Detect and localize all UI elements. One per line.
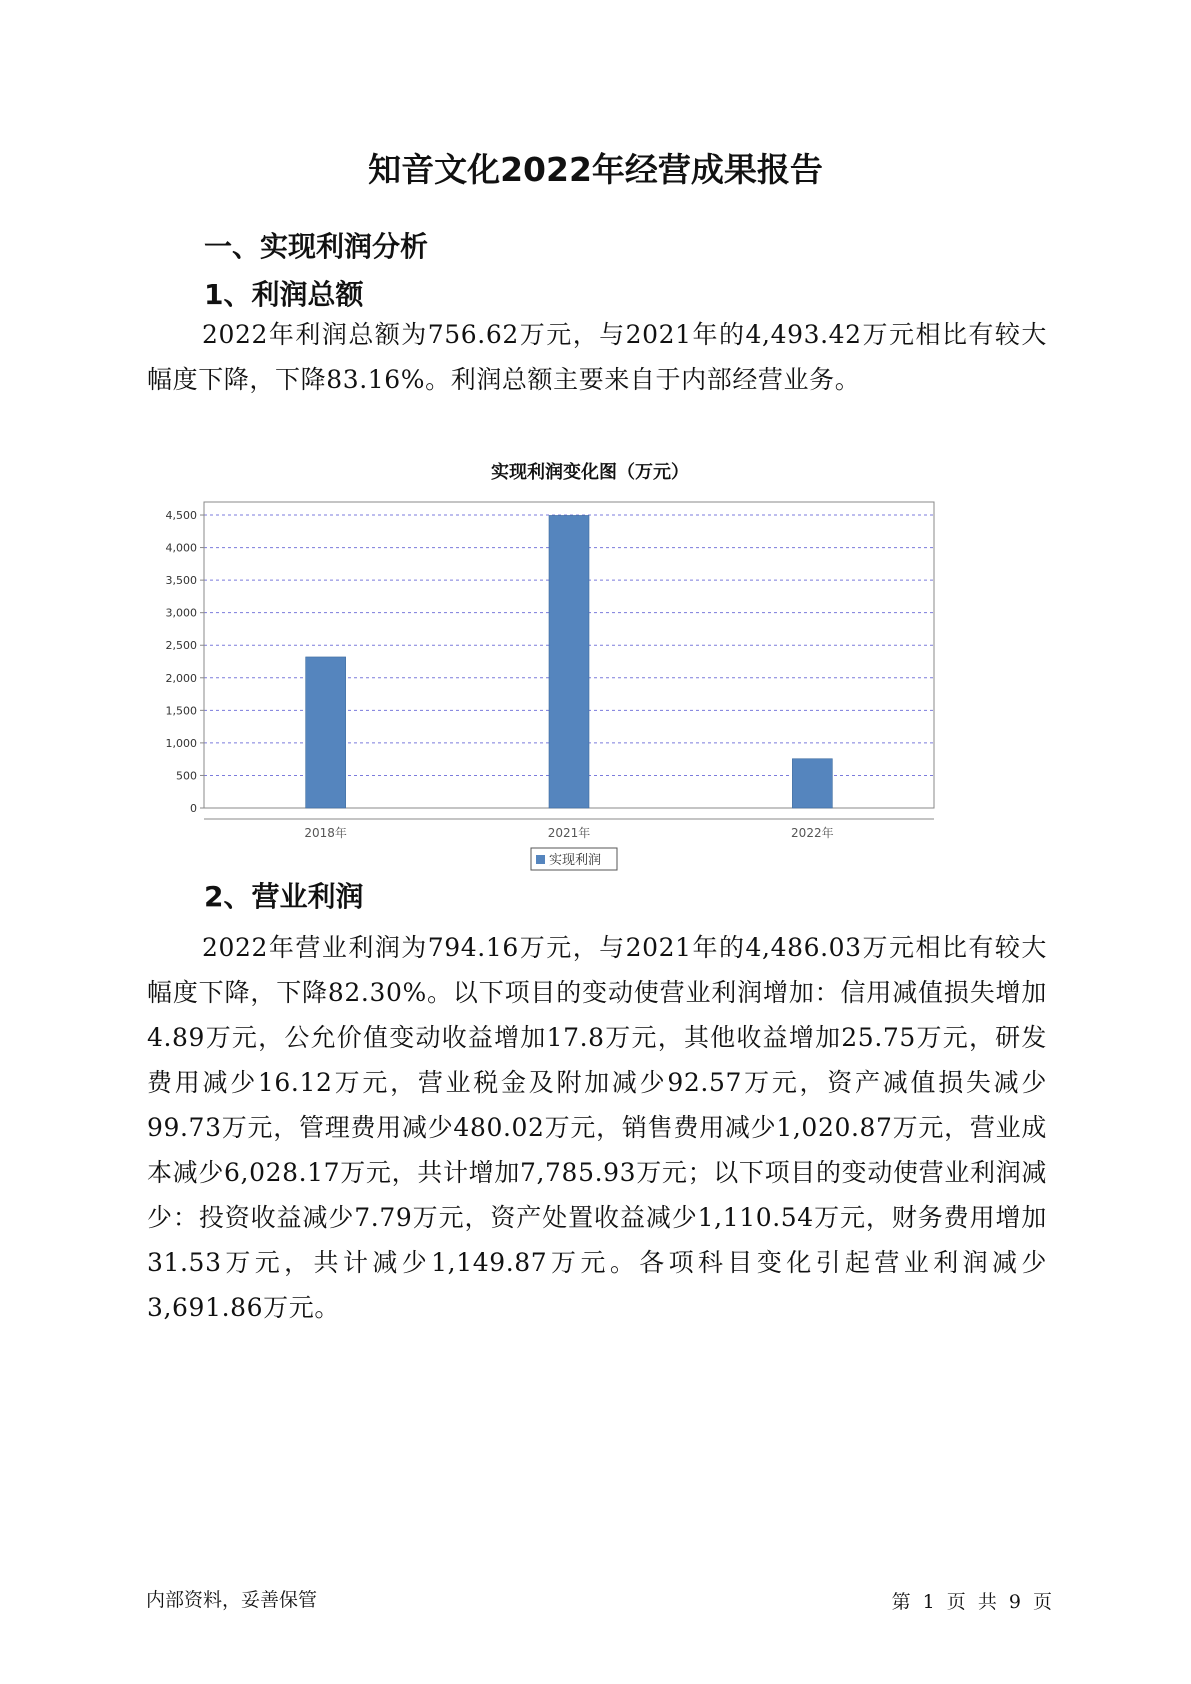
bar-2018年 — [306, 657, 346, 808]
x-tick-label: 2021年 — [547, 826, 591, 840]
paragraph-total-profit: 2022年利润总额为756.62万元，与2021年的4,493.42万元相比有较大幅度下降，下降83.16%。利润总额主要来自于内部经营业务。 — [147, 320, 1047, 394]
legend-label: 实现利润 — [549, 853, 602, 868]
y-tick-label: 0 — [190, 802, 197, 815]
y-tick-label: 2,000 — [165, 671, 197, 685]
bar-2022年 — [792, 759, 832, 808]
y-tick-label: 2,500 — [165, 639, 197, 653]
y-tick-label: 4,000 — [165, 541, 197, 555]
y-tick-label: 4,500 — [165, 509, 197, 523]
y-tick-label: 500 — [176, 769, 197, 783]
y-tick-label: 3,000 — [165, 606, 197, 620]
profit-bar-chart — [150, 490, 1030, 910]
paragraph-operating-profit: 2022年营业利润为794.16万元，与2021年的4,486.03万元相比有较大幅度下降，下降82.30%。以下项目的变动使营业利润增加：信用减值损失增加4.89万元，公允价值变动收益增加17.8万元，其他收益增加25.75万元，研发费用减少16.12万元，营业税金及附加减少92.57万元，资产减值损失减少99.73万元，管理费用减少480.02万元，销售费用减少1,020.87万元，营业成本减少6,028.17万元，共计增加7,785.93万元；以下项目的变动使营业利润减少：投资收益减少7.79万元，资产处置收益减少1,110.54万元，财务费用增加31.53万元，共计减少1,149.87万元。各项科目变化引起营业利润减少3,691.86万元。 — [147, 933, 1047, 1322]
section-heading-profit-analysis: 一、实现利润分析 — [204, 230, 429, 263]
document-title: 知音文化2022年经营成果报告 — [368, 150, 823, 189]
y-tick-label: 1,500 — [165, 704, 197, 718]
legend-swatch — [536, 855, 545, 864]
y-tick-label: 3,500 — [165, 574, 197, 588]
footer-page-number: 第 1 页 共 9 页 — [891, 1591, 1052, 1613]
footer-confidential-note: 内部资料，妥善保管 — [146, 1589, 318, 1611]
y-tick-label: 1,000 — [165, 736, 197, 750]
x-tick-label: 2022年 — [791, 826, 834, 840]
x-tick-label: 2018年 — [304, 826, 347, 840]
subsection-heading-operating-profit: 2、营业利润 — [204, 880, 364, 913]
bar-2021年 — [549, 515, 589, 808]
chart-title: 实现利润变化图（万元） — [491, 462, 689, 483]
subsection-heading-total-profit: 1、利润总额 — [204, 278, 364, 311]
